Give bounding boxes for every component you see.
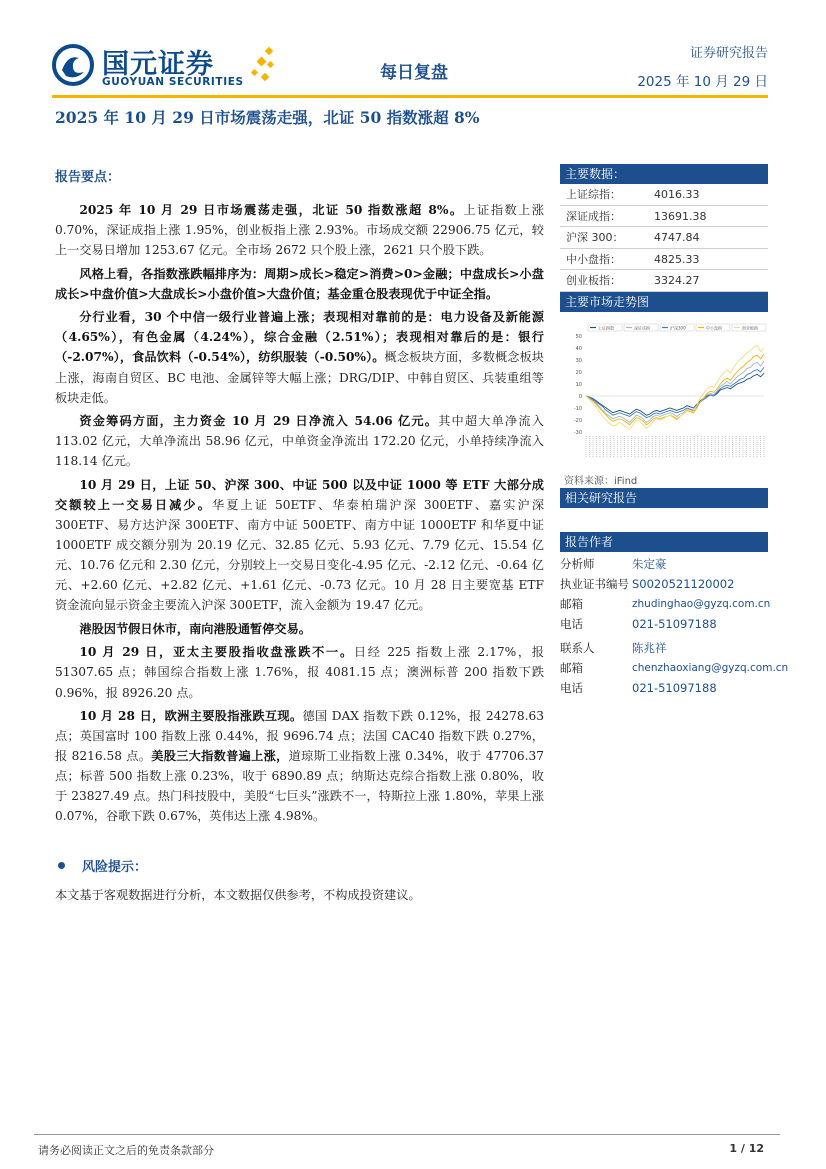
author-row xyxy=(560,678,768,698)
author-email[interactable]: chenzhaoxiang@gyzq.com.cn xyxy=(632,662,789,674)
chart-source: 资料来源：iFind xyxy=(564,476,638,487)
legend-label: 创业板指 xyxy=(742,325,758,331)
author-row xyxy=(560,574,768,594)
report-date: 2025 年 10 月 29 日 xyxy=(637,74,768,90)
summary-paragraph xyxy=(55,619,544,639)
y-tick-label: -10 xyxy=(573,406,582,412)
author-field-label: 联系人 xyxy=(560,641,595,655)
author-field-value: 021-51097188 xyxy=(632,617,717,631)
key-data-value: 3324.27 xyxy=(654,274,700,287)
legend-label: 深证成指 xyxy=(634,325,650,331)
logo-chinese-name: 国元证券 xyxy=(102,49,214,80)
key-data-row xyxy=(560,184,768,206)
key-data-row xyxy=(560,270,768,292)
footer-divider xyxy=(34,1134,780,1135)
author-row xyxy=(560,554,768,574)
author-row xyxy=(560,594,771,614)
key-data-label: 上证综指： xyxy=(566,188,621,201)
paragraph-text: 德国 DAX 指数下跌 0.12%，报 24278.63 点；英国富时 100 指数上涨 0.44%，报 9696.74 点；法国 CAC40 指数下跌 0.27%，报 8216.58 点。 xyxy=(55,708,544,764)
series-line xyxy=(586,346,764,430)
author-field-label: 电话 xyxy=(560,617,583,631)
author-field-label: 分析师 xyxy=(560,557,595,571)
related-reports-header: 相关研究报告 xyxy=(560,488,768,508)
y-tick-label: 20 xyxy=(575,370,582,376)
key-data-table xyxy=(560,184,768,292)
author-field-value: 021-51097188 xyxy=(632,681,717,695)
key-data-value: 13691.38 xyxy=(654,209,707,223)
paragraph-lead: 风格上看，各指数涨跌幅排序为：周期>成长>稳定>消费>0>金融；中盘成长>小盘成长>中盘价值>大盘成长>小盘价值>大盘价值；基金重仓股表现优于中证全指。 xyxy=(55,266,544,301)
report-title: 2025 年 10 月 29 日市场震荡走强，北证 50 指数涨超 8% xyxy=(55,108,480,127)
paragraph-lead: 2025 年 10 月 29 日市场震荡走强，北证 50 指数涨超 8%。 xyxy=(79,203,464,217)
company-logo xyxy=(52,42,276,90)
risk-heading: 风险提示： xyxy=(82,860,148,875)
risk-text: 本文基于客观数据进行分析，本文数据仅供参考，不构成投资建议。 xyxy=(55,888,421,902)
y-tick-label: 40 xyxy=(575,346,582,352)
key-data-header: 主要数据： xyxy=(560,164,768,184)
paragraph-lead: 分行业看，30 个中信一级行业普遍上涨；表现相对靠前的是：电力设备及新能源（4.65%），有色金属（4.24%），综合金融（2.51%）；表现相对靠后的是：银行（-2.07%），食品饮料（-0.54%），纺织服装（-0.50%）。 xyxy=(55,310,544,365)
logo-dots-icon xyxy=(248,46,278,86)
author-field-label: 邮箱 xyxy=(560,597,583,611)
trend-chart-header: 主要市场走势图 xyxy=(560,292,768,312)
author-field-label: 电话 xyxy=(560,681,583,695)
paragraph-lead: 港股因节假日休市，南向港股通暂停交易。 xyxy=(79,621,311,636)
paragraph-text: 概念板块方面，多数概念板块上涨，海南自贸区、BC 电池、金属锌等大幅上涨；DRG/DIP、中韩自贸区、兵装重组等板块走低。 xyxy=(55,350,544,405)
key-data-row xyxy=(560,249,768,271)
key-data-label: 中小盘指： xyxy=(566,252,621,266)
paragraph-lead: 10 月 29 日，上证 50、沪深 300、中证 500 以及中证 1000 等 ETF 大部分成交额较上一交易日减少。 xyxy=(55,477,544,512)
y-tick-label: 50 xyxy=(575,334,582,340)
paragraph-lead: 10 月 28 日，欧洲主要股指涨跌互现。 xyxy=(79,708,303,723)
key-data-value: 4016.33 xyxy=(654,188,700,201)
summary-heading: 报告要点： xyxy=(55,170,121,185)
author-field-label: 邮箱 xyxy=(560,661,583,675)
author-email[interactable]: zhudinghao@gyzq.com.cn xyxy=(632,598,771,610)
page-number: 1 / 12 xyxy=(729,1142,764,1155)
report-type-label: 证券研究报告 xyxy=(689,46,768,61)
paragraph-text: 其中超大单净流入 113.02 亿元，大单净流出 58.96 亿元，中单资金净流出 172.20 亿元，小单持续净流入 118.14 亿元。 xyxy=(55,414,544,469)
guoyuan-logo-icon xyxy=(52,44,94,86)
paragraph-lead: 10 月 29 日，亚太主要股指收盘涨跌不一。 xyxy=(79,645,354,660)
key-data-value: 4747.84 xyxy=(654,231,700,244)
paragraph-lead: 美股三大指数普遍上涨， xyxy=(151,749,289,764)
paragraph-text: 日经 225 指数上涨 2.17%，报 51307.65 点；韩国综合指数上涨 1.76%，报 4081.15 点；澳洲标普 200 指数下跌 0.96%，报 8926.20 点。 xyxy=(55,645,544,700)
series-line xyxy=(586,354,764,425)
series-line xyxy=(586,373,764,415)
legend-label: 沪深300 xyxy=(670,325,686,331)
doc-type-label: 每日复盘 xyxy=(380,63,448,83)
legend-label: 上证指数 xyxy=(598,325,614,331)
author-row xyxy=(560,614,768,634)
summary-paragraph xyxy=(55,411,544,471)
y-tick-label: 30 xyxy=(575,358,582,364)
bullet-icon xyxy=(58,862,65,869)
summary-paragraph xyxy=(55,475,544,616)
authors-table xyxy=(560,554,789,698)
key-data-label: 深证成指： xyxy=(566,209,621,223)
author-row xyxy=(560,658,789,678)
author-field-value: S0020521120002 xyxy=(632,577,735,591)
summary-paragraph xyxy=(55,706,544,827)
author-field-label: 执业证书编号 xyxy=(560,577,629,591)
y-tick-label: -30 xyxy=(573,430,582,436)
logo-english-name: GUOYUAN SECURITIES xyxy=(102,76,244,88)
author-row xyxy=(560,638,768,658)
key-data-row xyxy=(560,227,768,249)
summary-body xyxy=(55,200,544,830)
header-divider xyxy=(52,95,768,98)
summary-paragraph xyxy=(55,307,544,407)
summary-paragraph xyxy=(55,264,544,304)
y-tick-label: 10 xyxy=(575,382,582,388)
y-tick-label: 0 xyxy=(578,394,582,400)
legend-label: 中小盘指 xyxy=(706,325,722,331)
paragraph-text: 华夏上证 50ETF、华泰柏瑞沪深 300ETF、嘉实沪深 300ETF、易方达沪深 300ETF、南方中证 500ETF、南方中证 1000ETF 和华夏中证 1000ETF 成交额分别为 20.19 亿元、32.85 亿元、5.93 亿元、7.79 亿元、15.54 亿元、10.76 亿元和 2.30 亿元，分别较上一交易日变化-4.95 亿元、-2.12 亿元、-0.64 亿元、+2.60 亿元、+2.82 亿元、+1.61 亿元、-0.73 亿元。10 月 28 日主要宽基 ETF 资金流向显示资金主要流入沪深 300ETF，流入金额为 19.47 亿元。 xyxy=(55,497,545,613)
paragraph-text: 道琼斯工业指数上涨 0.34%，收于 47706.37 点；标普 500 指数上涨 0.23%，收于 6890.89 点；纳斯达克综合指数上涨 0.80%，收于 23827.49 点。热门科技股中，美股“七巨头”涨跌不一，特斯拉上涨 1.80%，苹果上涨 0.07%，谷歌下跌 0.67%，英伟达上涨 4.98%。 xyxy=(55,749,544,824)
authors-header: 报告作者 xyxy=(560,532,768,552)
author-field-value: 朱定豪 xyxy=(632,557,667,571)
paragraph-text: 上证指数上涨 0.70%，深证成指上涨 1.95%，创业板指上涨 2.93%。市场成交额 22906.75 亿元，较上一交易日增加 1253.67 亿元。全市场 2672 只个股上涨，2621 只个股下跌。 xyxy=(55,203,544,258)
series-line xyxy=(586,361,764,422)
key-data-label: 创业板指： xyxy=(566,274,621,287)
footer-disclaimer: 请务必阅读正文之后的免责条款部分 xyxy=(38,1144,214,1157)
key-data-value: 4825.33 xyxy=(654,252,700,266)
summary-paragraph xyxy=(55,200,544,260)
summary-paragraph xyxy=(55,642,544,702)
key-data-row xyxy=(560,206,768,228)
key-data-label: 沪深 300： xyxy=(566,231,624,244)
paragraph-lead: 资金筹码方面，主力资金 10 月 29 日净流入 54.06 亿元。 xyxy=(79,414,439,429)
trend-chart xyxy=(562,316,768,468)
y-tick-label: -20 xyxy=(573,418,582,424)
author-field-value: 陈兆祥 xyxy=(632,641,667,655)
